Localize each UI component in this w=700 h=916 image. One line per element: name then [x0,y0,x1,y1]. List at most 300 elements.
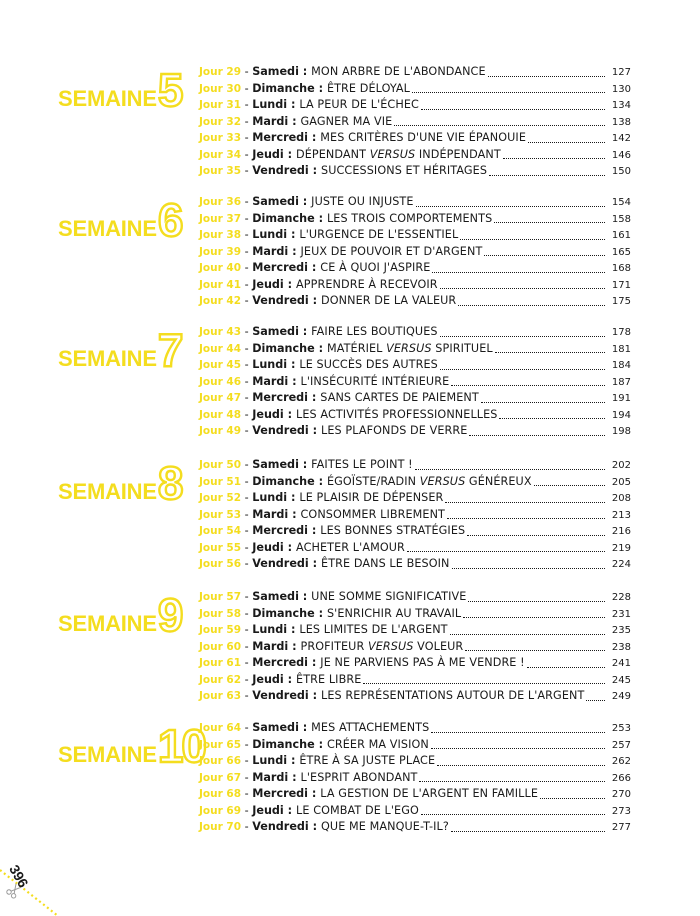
toc-entry[interactable] [199,606,631,623]
week-heading [58,324,182,376]
entry-title: LES ACTIVITÉS PROFESSIONNELLES [296,407,498,421]
entry-page-number: 175 [611,296,631,307]
dot-leader [432,262,605,273]
entry-separator: - [241,491,253,504]
entry-title-part: VOLEUR [413,639,464,653]
entry-day-number: Jour 54 [199,525,242,537]
entry-title: MES CRITÈRES D'UNE VIE ÉPANOUIE [320,131,526,144]
week-word: SEMAINE [58,479,157,504]
entry-title-italic: VERSUS [369,147,416,161]
entry-separator: - [241,325,253,338]
toc-entry[interactable] [199,194,631,211]
entry-title: FAITES LE POINT ! [311,458,413,471]
entry-page-number: 127 [611,67,631,78]
entry-weekday: Jeudi [252,803,284,817]
toc-entry[interactable] [199,819,631,836]
dot-leader [489,165,605,176]
entry-separator: - [241,803,253,817]
toc-entry[interactable] [199,589,631,606]
entry-page-number: 168 [611,263,631,274]
entry-weekday: Dimanche [252,211,315,225]
entry-colon: : [298,590,312,603]
entry-page-number: 224 [611,559,631,570]
entry-title-part: SPIRITUEL [431,341,493,355]
entry-page-number: 171 [611,279,631,291]
entry-weekday: Mercredi [252,261,309,274]
entry-day-number: Jour 50 [199,459,242,471]
entry-day-number: Jour 38 [199,229,242,241]
dot-leader [450,624,605,635]
dot-leader [586,690,605,701]
entry-weekday: Mercredi [252,131,309,144]
entry-colon: : [298,195,312,208]
dot-leader [412,82,605,93]
entry-page-number: 270 [611,789,631,800]
week-number: 10 [157,720,206,772]
entry-title: JEUX DE POUVOIR ET D'ARGENT [300,244,483,258]
entry-page-number: 191 [611,393,631,404]
entry-colon: : [314,606,327,620]
dot-leader [528,132,605,143]
dot-leader [463,607,605,618]
entry-colon: : [283,147,297,161]
entry-list [199,457,631,573]
week-word: SEMAINE [58,86,157,111]
entry-separator: - [241,770,253,784]
entry-separator: - [241,195,253,208]
toc-entry[interactable] [199,390,631,407]
entry-separator: - [241,98,253,111]
entry-day-number: Jour 70 [199,821,242,833]
dot-leader [503,148,605,159]
entry-page-number: 134 [611,100,631,111]
entry-title [301,639,464,656]
entry-separator: - [241,211,253,225]
toc-entry[interactable] [199,130,631,147]
toc-entry[interactable] [199,786,631,803]
toc-entry[interactable] [199,622,631,639]
entry-day-number: Jour 48 [199,408,242,421]
toc-entry[interactable] [199,688,631,705]
entry-separator: - [241,407,253,421]
dot-leader [431,738,605,749]
entry-weekday: Mercredi [252,391,309,404]
entry-weekday: Dimanche [252,737,315,751]
toc-entry[interactable] [199,540,631,557]
entry-weekday: Vendredi [252,164,309,177]
toc-entry[interactable] [199,457,631,474]
entry-page-number: 154 [611,197,631,208]
entry-weekday: Samedi [252,458,299,471]
toc-entry[interactable] [199,556,631,573]
entry-colon: : [283,803,297,817]
entry-title: QUE ME MANQUE-T-IL? [321,820,449,833]
entry-day-number: Jour 39 [199,245,242,258]
entry-page-number: 213 [611,509,631,521]
entry-day-number: Jour 33 [199,132,242,144]
entry-separator: - [241,540,253,554]
entry-weekday: Dimanche [252,606,315,620]
entry-day-number: Jour 57 [199,591,242,603]
entry-day-number: Jour 55 [199,541,242,554]
entry-colon: : [308,294,322,307]
entry-weekday: Mardi [252,507,289,521]
entry-day-number: Jour 62 [199,673,242,686]
toc-entry[interactable] [199,147,631,164]
dot-leader [363,673,605,684]
entry-title: CONSOMMER LIBREMENT [300,507,445,521]
toc-entry[interactable] [199,423,631,440]
entry-title-part: INDÉPENDANT [415,147,501,161]
entry-title: ACHETER L'AMOUR [296,540,405,554]
entry-title-part: PROFITEUR [300,639,368,653]
dot-leader [494,212,605,223]
entry-page-number: 235 [611,625,631,636]
entry-page-number: 277 [611,822,631,833]
entry-title: L'URGENCE DE L'ESSENTIEL [299,228,459,241]
entry-colon: : [288,639,301,653]
week-word: SEMAINE [58,742,157,767]
entry-title-part: MATÉRIEL [326,341,387,355]
toc-entry[interactable] [199,357,631,374]
entry-colon: : [308,164,322,177]
entry-weekday: Jeudi [252,147,284,161]
entry-title: LE PLAISIR DE DÉPENSER [299,491,444,504]
entry-list [199,720,631,836]
dot-leader [499,408,605,419]
entry-weekday: Lundi [252,754,288,767]
entry-day-number: Jour 34 [199,148,242,161]
entry-day-number: Jour 30 [199,82,242,95]
entry-separator: - [241,147,253,161]
entry-title: LES BONNES STRATÉGIES [320,524,466,537]
entry-separator: - [241,424,253,437]
entry-page-number: 253 [611,723,631,734]
entry-title: ÊTRE À SA JUSTE PLACE [299,754,436,767]
entry-day-number: Jour 31 [199,99,242,111]
entry-colon: : [283,540,297,554]
dot-leader [451,375,605,386]
toc-entry[interactable] [199,227,631,244]
entry-weekday: Samedi [252,590,299,603]
entry-weekday: Vendredi [252,689,309,702]
entry-colon: : [287,491,300,504]
entry-colon: : [308,391,321,404]
toc-entry[interactable] [199,64,631,81]
entry-separator: - [241,606,253,620]
entry-title: CRÉER MA VISION [326,737,429,751]
toc-entry[interactable] [199,277,631,294]
entry-weekday: Jeudi [252,672,284,686]
week-word: SEMAINE [58,216,157,241]
entry-colon: : [308,787,321,800]
entry-separator: - [241,228,253,241]
entry-day-number: Jour 66 [199,755,242,767]
entry-colon: : [298,721,312,734]
dot-leader [421,99,605,110]
toc-entry[interactable] [199,655,631,672]
entry-day-number: Jour 58 [199,607,242,620]
entry-colon: : [287,623,300,636]
entry-page-number: 130 [611,83,631,95]
toc-entry[interactable] [199,244,631,261]
dot-leader [458,295,605,306]
entry-title: JE NE PARVIENS PAS À ME VENDRE ! [320,656,525,669]
entry-page-number: 249 [611,691,631,702]
entry-title: LE COMBAT DE L'EGO [296,803,419,817]
entry-day-number: Jour 53 [199,508,242,521]
dot-leader [451,821,605,832]
toc-entry[interactable] [199,639,631,656]
entry-colon: : [287,358,300,371]
entry-colon: : [283,277,297,291]
entry-colon: : [288,507,301,521]
toc-entry[interactable] [199,163,631,180]
entry-separator: - [241,590,253,603]
entry-weekday: Mardi [252,244,289,258]
entry-page-number: 216 [611,526,631,537]
entry-title-part: GÉNÉREUX [465,474,532,488]
entry-separator: - [241,754,253,767]
entry-page-number: 228 [611,592,631,603]
entry-title: L'ESPRIT ABONDANT [300,770,418,784]
entry-weekday: Vendredi [252,294,309,307]
entry-day-number: Jour 42 [199,295,242,307]
entry-weekday: Lundi [252,98,288,111]
entry-weekday: Samedi [252,65,299,78]
entry-colon: : [308,131,321,144]
dot-leader [527,657,605,668]
entry-day-number: Jour 63 [199,690,242,702]
entry-day-number: Jour 29 [199,66,242,78]
entry-page-number: 194 [611,409,631,421]
entry-colon: : [287,98,300,111]
week-heading [58,194,182,246]
entry-day-number: Jour 47 [199,392,242,404]
entry-list [199,589,631,705]
entry-title-italic: VERSUS [386,341,432,355]
entry-title: LA GESTION DE L'ARGENT EN FAMILLE [320,787,539,800]
entry-separator: - [241,131,253,144]
entry-separator: - [241,391,253,404]
toc-entry[interactable] [199,737,631,754]
entry-page-number: 138 [611,116,631,128]
entry-weekday: Lundi [252,491,288,504]
entry-separator: - [241,261,253,274]
toc-entry[interactable] [199,803,631,820]
entry-weekday: Vendredi [252,557,309,570]
dot-leader [419,771,605,782]
entry-separator: - [241,164,253,177]
entry-separator: - [241,507,253,521]
entry-separator: - [241,721,253,734]
entry-colon: : [298,65,312,78]
week-heading [58,64,182,116]
toc-entry[interactable] [199,341,631,358]
week-heading [58,457,182,509]
toc-entry[interactable] [199,324,631,341]
entry-list [199,64,631,180]
entry-colon: : [298,325,312,338]
entry-title: SUCCESSIONS ET HÉRITAGES [321,164,488,177]
entry-page-number: 266 [611,772,631,784]
toc-entry[interactable] [199,407,631,424]
entry-page-number: 187 [611,376,631,388]
entry-colon: : [314,81,327,95]
dot-leader [484,245,605,256]
toc-entry[interactable] [199,753,631,770]
entry-title: LES LIMITES DE L'ARGENT [299,623,448,636]
toc-entry[interactable] [199,81,631,98]
entry-title: MON ARBRE DE L'ABONDANCE [311,65,486,78]
entry-separator: - [241,672,253,686]
entry-page-number: 184 [611,360,631,371]
toc-entry[interactable] [199,374,631,391]
entry-separator: - [241,557,253,570]
week-number: 7 [157,324,182,376]
entry-weekday: Samedi [252,195,299,208]
entry-colon: : [308,261,321,274]
entry-weekday: Samedi [252,325,299,338]
entry-separator: - [241,341,253,355]
entry-separator: - [241,244,253,258]
entry-title: LES TROIS COMPORTEMENTS [326,211,493,225]
entry-title: LES REPRÉSENTATIONS AUTOUR DE L'ARGENT [321,689,585,702]
entry-day-number: Jour 65 [199,738,242,751]
dot-leader [431,722,605,733]
entry-weekday: Mardi [252,374,289,388]
toc-entry[interactable] [199,211,631,228]
dot-leader [440,359,605,370]
entry-weekday: Lundi [252,228,288,241]
entry-colon: : [283,407,297,421]
entry-separator: - [241,358,253,371]
dot-leader [467,525,605,536]
entry-day-number: Jour 35 [199,165,242,177]
entry-colon: : [308,424,322,437]
entry-title: FAIRE LES BOUTIQUES [311,325,438,338]
entry-colon: : [298,458,312,471]
dot-leader [440,326,605,337]
dot-leader [447,508,605,519]
entry-weekday: Samedi [252,721,299,734]
entry-page-number: 158 [611,213,631,225]
entry-page-number: 241 [611,658,631,669]
entry-separator: - [241,65,253,78]
toc-entry[interactable] [199,260,631,277]
entry-day-number: Jour 60 [199,640,242,653]
entry-page-number: 205 [611,476,631,488]
entry-page-number: 198 [611,426,631,437]
entry-separator: - [241,639,253,653]
entry-title [296,147,501,164]
week-heading [58,589,182,641]
entry-colon: : [308,689,322,702]
toc-entry[interactable] [199,523,631,540]
entry-page-number: 273 [611,805,631,817]
entry-weekday: Dimanche [252,81,315,95]
entry-title-italic: VERSUS [419,474,466,488]
entry-separator: - [241,114,253,128]
entry-colon: : [314,211,327,225]
entry-colon: : [308,524,321,537]
entry-day-number: Jour 32 [199,115,242,128]
entry-day-number: Jour 40 [199,262,242,274]
entry-colon: : [308,820,322,833]
entry-title-part: DÉPENDANT [296,147,370,161]
entry-colon: : [314,737,327,751]
entry-title: LES PLAFONDS DE VERRE [321,424,468,437]
entry-separator: - [241,737,253,751]
dot-leader [540,788,605,799]
entry-colon: : [287,228,300,241]
dot-leader [445,492,605,503]
entry-weekday: Jeudi [252,540,284,554]
toc-entry[interactable] [199,97,631,114]
entry-day-number: Jour 43 [199,326,242,338]
entry-weekday: Jeudi [252,407,284,421]
entry-title: LE SUCCÈS DES AUTRES [299,358,438,371]
entry-title [327,474,532,491]
week-word: SEMAINE [58,346,157,371]
dot-leader [460,229,605,240]
dot-leader [534,475,605,486]
entry-title: SANS CARTES DE PAIEMENT [320,391,479,404]
toc-entry[interactable] [199,490,631,507]
entry-separator: - [241,458,253,471]
entry-day-number: Jour 59 [199,624,242,636]
entry-title: DONNER DE LA VALEUR [321,294,457,307]
entry-page-number: 262 [611,756,631,767]
dot-leader [495,342,605,353]
dot-leader [421,804,605,815]
toc-entry[interactable] [199,293,631,310]
entry-colon: : [288,244,301,258]
entry-day-number: Jour 51 [199,475,242,488]
entry-separator: - [241,524,253,537]
entry-page-number: 245 [611,674,631,686]
entry-weekday: Vendredi [252,820,309,833]
entry-colon: : [314,341,327,355]
entry-separator: - [241,374,253,388]
week-word: SEMAINE [58,611,157,636]
entry-title: UNE SOMME SIGNIFICATIVE [311,590,467,603]
entry-page-number: 202 [611,460,631,471]
toc-entry[interactable] [199,720,631,737]
entry-separator: - [241,656,253,669]
toc-entry[interactable] [199,672,631,689]
toc-entry[interactable] [199,770,631,787]
entry-page-number: 150 [611,166,631,177]
entry-page-number: 231 [611,608,631,620]
entry-weekday: Lundi [252,623,288,636]
dot-leader [394,115,605,126]
page-number: 396 [6,862,32,891]
entry-colon: : [288,374,301,388]
toc-entry[interactable] [199,114,631,131]
entry-page-number: 165 [611,246,631,258]
entry-separator: - [241,689,253,702]
entry-weekday: Jeudi [252,277,284,291]
entry-day-number: Jour 41 [199,278,242,291]
entry-day-number: Jour 44 [199,342,242,355]
toc-entry[interactable] [199,507,631,524]
entry-page-number: 146 [611,149,631,161]
entry-page-number: 181 [611,343,631,355]
entry-title: JUSTE OU INJUSTE [311,195,414,208]
toc-entry[interactable] [199,474,631,491]
dot-leader [416,196,605,207]
